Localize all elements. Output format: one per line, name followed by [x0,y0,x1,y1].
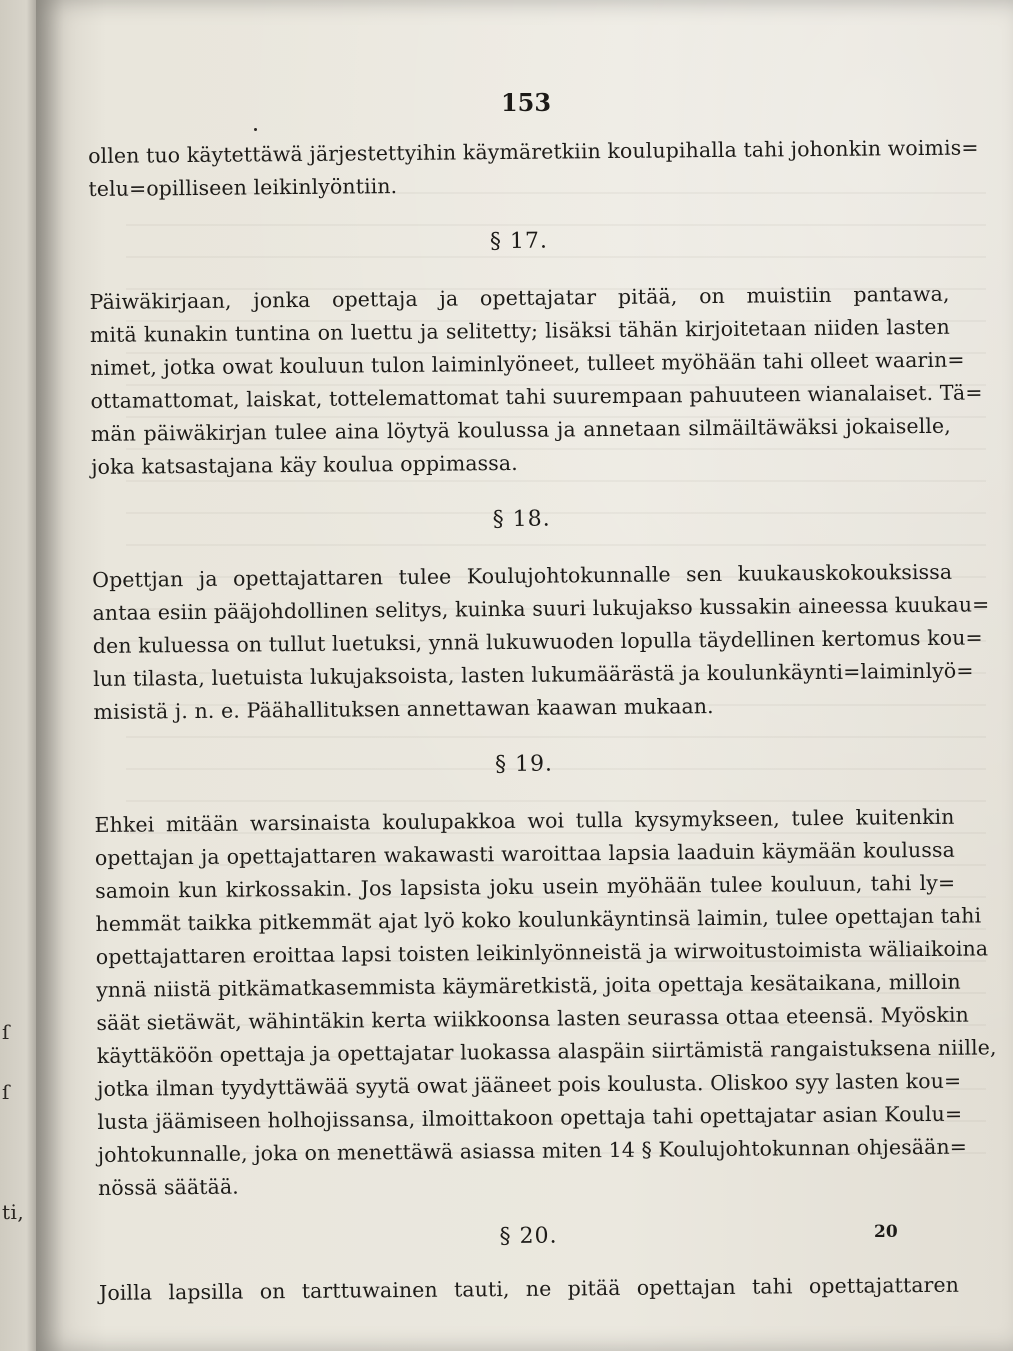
text-line: samoin kun kirkossakin. Jos lapsista joku usein myöhään tulee kouluun, tahi ly= [95,870,956,903]
text-line: Joilla lapsilla on tarttuwainen tauti, ne pitää opettajan tahi opettajattaren [98,1272,960,1305]
signature-mark: 20 [874,1222,898,1242]
left-page-fragment: ſ [2,1080,10,1104]
text-line: nössä säätää. [97,1174,239,1200]
section-19-paragraph [94,801,997,1205]
text-line: misistä j. n. e. Päähallituksen annettawan kaawan mukaan. [93,694,714,724]
book-page [36,0,1013,1351]
text-line: joka katsastajana käy koulua oppimassa. [91,450,518,479]
text-line: antaa esiin pääjohdollinen selitys, kuinka suuri lukujakso kussakin aineessa kuukau= [92,592,990,625]
text-line: ottamattomat, laiskat, tottelemattomat tahi suurempaan pahuuteen wianalaiset. Tä= [90,380,983,413]
ink-speck [254,128,257,131]
text-line: käyttäköön opettaja ja opettajatar luokassa alaspäin siirtämistä rangaistuksena niille, [96,1035,997,1068]
left-page-fragment: ti, [2,1200,25,1224]
text-line: opettajan ja opettajattaren wakawasti waroittaa lapsia laaduin käymään koulussa [94,837,955,870]
text-line: nimet, jotka owat kouluun tulon laiminlyöneet, tulleet myöhään tahi olleet waarin= [90,347,965,380]
text-line: Ehkei mitään warsinaista koulupakkoa woi tulla kysymykseen, tulee kuitenkin [94,804,955,837]
intro-paragraph [88,132,979,206]
left-page-fragment: ſ [2,1020,10,1044]
text-line: mitä kunakin tuntina on luettu ja selitetty; lisäksi tähän kirjoitetaan niiden lasten [89,314,950,347]
page-number: 153 [500,88,552,117]
section-heading-18: § 18. [492,506,551,533]
text-line: jotka ilman tyydyttäwää syytä owat jääneet pois koulusta. Oliskoo syy lasten kou= [96,1068,962,1101]
section-heading-20: § 20. [499,1223,558,1250]
text-line: hemmät taikka pitkemmät ajat lyö koko koulunkäyntinsä laimin, tulee opettajan tahi [95,903,982,936]
text-line: säät sietäwät, wähintäkin kerta wiikkoonsa lasten seurassa ottaa eteensä. Myöskin [96,1002,970,1035]
text-line: lusta jäämiseen holhojissansa, ilmoittakoon opettaja tahi opettajatar asian Koulu= [97,1101,963,1134]
section-17-paragraph [89,278,983,484]
text-line: ollen tuo käytettäwä järjestettyihin käymäretkiin koulupihalla tahi johonkin woimis= [88,135,979,168]
text-line: johtokunnalle, joka on menettäwä asiassa miten 14 § Koulujohtokunnan ohjesään= [97,1134,968,1167]
section-heading-19: § 19. [494,751,554,778]
text-line: män päiwäkirjan tulee aina löytyä koulussa ja annetaan silmäiltäwäksi jokaiselle, [90,413,951,446]
page-text [88,132,997,1310]
text-line: Opettjan ja opettajattaren tulee Koulujohtokunnalle sen kuukauskokouksissa [92,559,953,592]
section-heading-17: § 17. [489,228,549,255]
text-line: opettajattaren eroittaa lapsi toisten leikinlyönneistä ja wirwoitustoimista wäliaikoina [95,936,989,969]
text-line: lun tilasta, luetuista lukujaksoista, lasten lukumäärästä ja koulunkäynti=laiminlyö= [93,658,974,691]
section-20-paragraph [99,1269,959,1310]
text-line: den kuluessa on tullut luetuksi, ynnä lukuwuoden lopulla täydellinen kertomus kou= [92,625,983,658]
text-line: Päiwäkirjaan, jonka opettaja ja opettajatar pitää, on muistiin pantawa, [89,281,950,314]
text-line: ynnä niistä pitkämatkasemmista käymäretkistä, joita opettaja kesätaikana, milloin [96,969,961,1002]
section-18-paragraph [92,556,990,729]
text-line: telu=opilliseen leikinlyöntiin. [88,174,398,201]
